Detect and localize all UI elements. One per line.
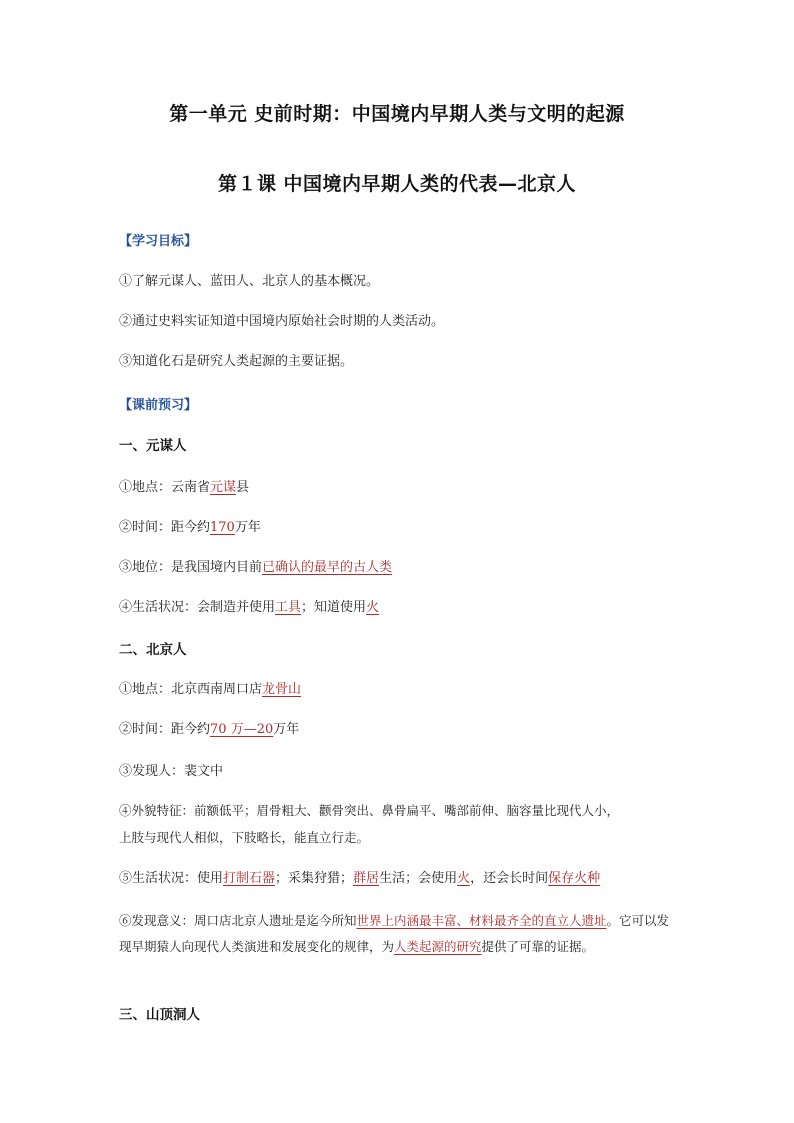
- answer-text: 70 万—20: [210, 722, 274, 737]
- text: ，还会长时间: [470, 871, 549, 886]
- peking-life: [119, 869, 600, 889]
- answer-text: 群居: [353, 871, 380, 886]
- answer-text: 火: [366, 600, 380, 615]
- text: ④生活状况：会制造并使用: [119, 600, 276, 615]
- answer-text: 保存火种: [548, 871, 601, 886]
- text: ①地点：云南省: [119, 480, 211, 495]
- section-heading-shanding: 三、山顶洞人: [119, 1007, 200, 1023]
- text: ⑤生活状况：使用: [119, 871, 224, 886]
- text: ①地点：北京西南周口店: [119, 682, 263, 697]
- peking-appearance-line-2: 上肢与现代人相似，下肢略长，能直立行走。: [119, 830, 370, 845]
- text: ②时间：距今约: [119, 520, 211, 535]
- answer-text: 打制石器: [223, 871, 276, 886]
- preview-label: 【课前预习】: [119, 398, 198, 413]
- peking-significance: [119, 908, 679, 960]
- text: ；采集狩猎；: [275, 871, 354, 886]
- text: ②时间：距今约: [119, 722, 211, 737]
- text: ⑥发现意义：周口店北京人遗址是迄今所知: [119, 913, 357, 928]
- section-heading-yuanmou: 一、元谋人: [119, 438, 187, 454]
- peking-appearance-line-1: ④外貌特征：前额低平；眉骨粗大、颧骨突出、鼻骨扁平、嘴部前伸、脑容量比现代人小，: [119, 803, 620, 818]
- text: 万年: [273, 722, 300, 737]
- text: 提供了可靠的证据。: [481, 939, 595, 954]
- yuanmou-life: [119, 598, 379, 618]
- answer-text: 元谋: [210, 480, 237, 495]
- answer-text: 已确认的最早的古人类: [262, 560, 393, 575]
- answer-text: 龙骨山: [262, 682, 302, 697]
- unit-title: 第一单元 史前时期：中国境内早期人类与文明的起源: [169, 103, 625, 125]
- text: 县: [236, 480, 250, 495]
- text: 。它可以发现早期猿人向现代人类演进和发展变化的规律，为: [119, 913, 670, 954]
- answer-text: 火: [457, 871, 471, 886]
- lesson-title: 第１课 中国境内早期人类的代表—北京人: [217, 173, 577, 195]
- text: 万年: [234, 520, 261, 535]
- objective-item-1: ①了解元谋人、蓝田人、北京人的基本概况。: [119, 274, 380, 289]
- text: 生活；会使用: [379, 871, 458, 886]
- peking-discoverer: ③发现人：裴文中: [119, 764, 224, 779]
- yuanmou-status: [119, 558, 392, 578]
- objectives-label: 【学习目标】: [119, 234, 198, 249]
- yuanmou-time: [119, 518, 261, 538]
- answer-text: 世界上内涵最丰富、材料最齐全的直立人遗址: [356, 913, 607, 928]
- text: ；知道使用: [301, 600, 367, 615]
- yuanmou-location: [119, 478, 249, 498]
- answer-text: 人类起源的研究: [394, 939, 482, 954]
- answer-text: 170: [210, 520, 235, 535]
- objective-item-3: ③知道化石是研究人类起源的主要证据。: [119, 354, 354, 369]
- section-heading-peking: 二、北京人: [119, 642, 187, 658]
- answer-text: 工具: [275, 600, 302, 615]
- peking-location: [119, 680, 301, 700]
- text: ③地位：是我国境内目前: [119, 560, 263, 575]
- peking-time: [119, 720, 299, 740]
- objective-item-2: ②通过史料实证知道中国境内原始社会时期的人类活动。: [119, 314, 445, 329]
